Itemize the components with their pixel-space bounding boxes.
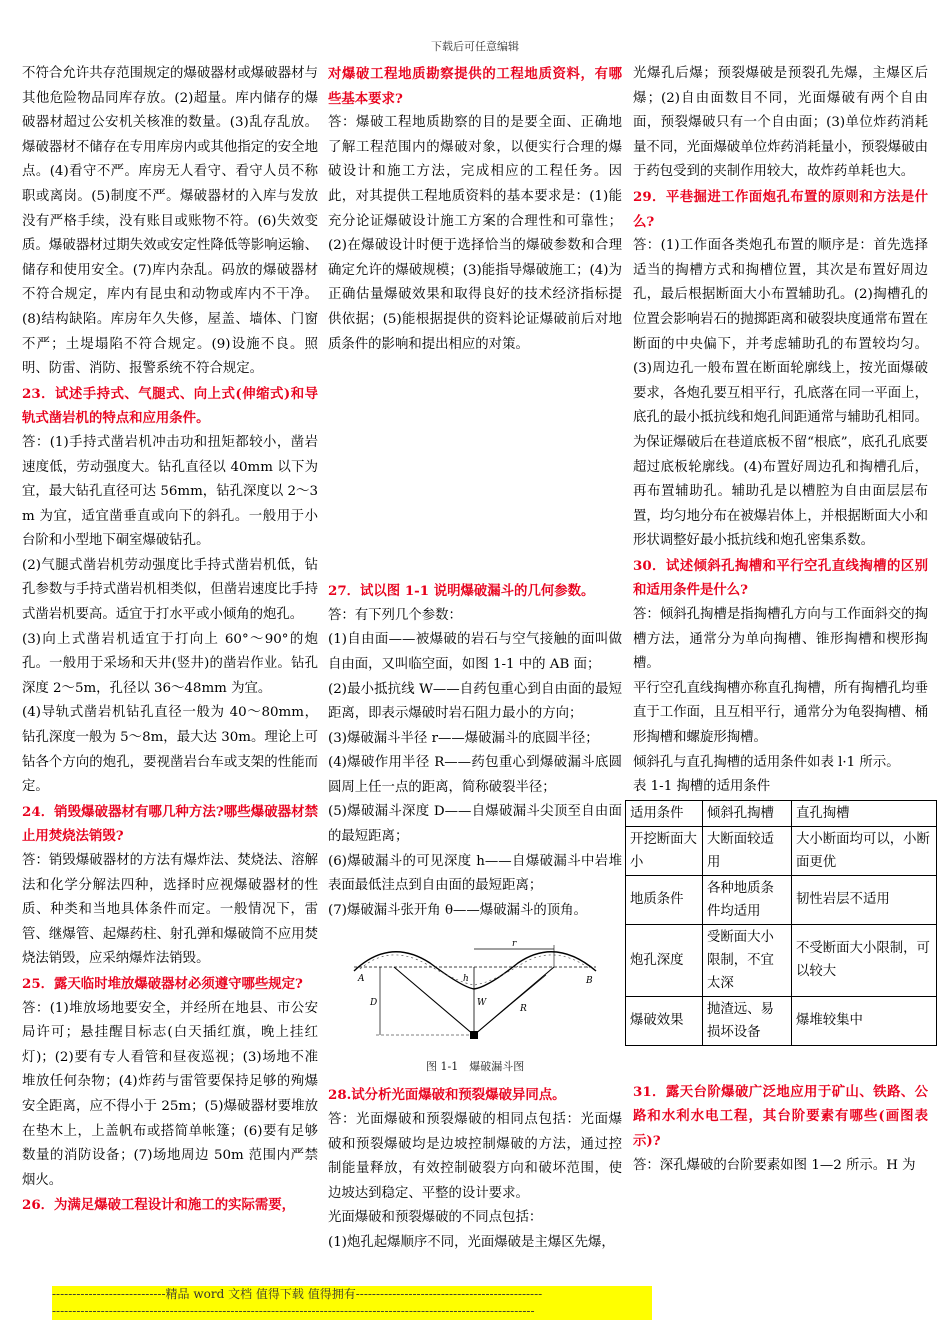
table-cell: 地质条件 xyxy=(626,875,703,924)
figure-caption: 图 1-1 爆破漏斗图 xyxy=(426,1060,525,1074)
column-1 xyxy=(22,62,318,1218)
table-header-cell: 直孔掏槽 xyxy=(792,800,937,826)
answer-24: 答：销毁爆破器材的方法有爆炸法、焚烧法、溶解法和化学分解法四种，选择时应视爆破器材的性质、种类和当地具体条件而定。一般情况下，雷管、继爆管、起爆药柱、射孔弹和爆破筒不应用焚烧法销毁，应采纳爆炸法销毁。 xyxy=(22,853,318,967)
table-title: 表 1-1 掏槽的适用条件 xyxy=(633,779,771,795)
table-row xyxy=(626,875,937,924)
answer-27-1: (1)自由面——被爆破的岩石与空气接触的面叫做自由面，又叫临空面，如图 1-1 中的 AB 面； xyxy=(328,632,622,672)
answer-27-5: (5)爆破漏斗深度 D——自爆破漏斗尖顶至自由面的最短距离； xyxy=(328,804,622,845)
question-24: 24．销毁爆破器材有哪几种方法?哪些爆破器材禁止用焚烧法销毁? xyxy=(22,803,318,845)
table-cell: 大小断面均可以，小断面更优 xyxy=(792,826,937,875)
question-28: 28.试分析光面爆破和预裂爆破异同点。 xyxy=(328,1087,566,1104)
question-25: 25．露天临时堆放爆破器材必须遵守哪些规定? xyxy=(22,975,303,992)
answer-31: 答：深孔爆破的台阶要素如图 1—2 所示。H 为 xyxy=(633,1157,916,1173)
answer-23-4: (4)导轨式凿岩机钻孔直径一般为 40～80mm，钻孔深度一般为 5～8m，最大达 30m。理论上可钻各个方向的炮孔，要视凿岩台车或支架的性能而定。 xyxy=(22,705,318,795)
table-cell: 炮孔深度 xyxy=(626,924,703,996)
label-h: h xyxy=(463,974,469,985)
answer-30-3: 倾斜孔与直孔掏槽的适用条件如表 l·1 所示。 xyxy=(633,754,900,770)
answer-23-1: 答：(1)手持式凿岩机冲击功和扭矩都较小，凿岩速度低，劳动强度大。钻孔直径以 40mm 以下为宜，最大钻孔直径可达 56mm，钻孔深度以 2～3m 为宜，适宜凿垂直或向下的斜孔。一般用于小台阶和小型地下硐室爆破钻孔。 xyxy=(22,434,318,549)
answer-27-2: (2)最小抵抗线 W——自药包重心到自由面的最短距离，即表示爆破时岩石阻力最小的方向； xyxy=(328,681,622,722)
page-header: 下载后可任意编辑 xyxy=(431,40,519,53)
page-footer xyxy=(52,1286,652,1320)
table-cell: 开挖断面大小 xyxy=(626,826,703,875)
label-w: W xyxy=(477,998,487,1009)
label-big-r: R xyxy=(520,1004,527,1015)
column-gap xyxy=(633,1046,928,1080)
column-2 xyxy=(328,62,622,1256)
answer-30-2: 平行空孔直线掏槽亦称直孔掏槽，所有掏槽孔均垂直于工作面，且互相平行，通常分为龟裂掏槽、桶形掏槽和螺旋形掏槽。 xyxy=(633,680,928,746)
answer-27-0: 答：有下列几个参数： xyxy=(328,607,462,623)
table-row xyxy=(626,996,937,1045)
answer-23-2: (2)气腿式凿岩机劳动强度比手持式凿岩机低，钻孔参数与手持式凿岩机相类似，但凿岩速度比手持式凿岩机要高。适宜于打水平或小倾角的炮孔。 xyxy=(22,557,318,623)
table-cell: 大断面较适用 xyxy=(703,826,792,875)
question-29: 29．平巷掘进工作面炮孔布置的原则和方法是什么? xyxy=(633,188,928,230)
table-header-cell: 倾斜孔掏槽 xyxy=(703,800,792,826)
table-cell: 各种地质条件均适用 xyxy=(703,875,792,924)
question-30: 30．试述倾斜孔掏槽和平行空孔直线掏槽的区别和适用条件是什么? xyxy=(633,557,928,599)
footer-line-1: ----------------------------精品 word 文档 值得下载 值得拥有---------------------------------------------- xyxy=(52,1287,543,1301)
table-cell: 爆破效果 xyxy=(626,996,703,1045)
label-r: r xyxy=(512,939,517,950)
answer-28-4: 光爆孔后爆；预裂爆破是预裂孔先爆，主爆区后爆；(2)自由面数目不同，光面爆破有两个自由面，预裂爆破只有一个自由面；(3)单位炸药消耗量不同，光面爆破单位炸药消耗量小，预裂爆破由于药包受到的夹制作用较大，故炸药单耗也大。 xyxy=(633,66,928,180)
label-d: D xyxy=(370,998,378,1009)
answer-27-3: (3)爆破漏斗半径 r——爆破漏斗的底圆半径； xyxy=(328,730,599,746)
table-header-cell: 适用条件 xyxy=(626,800,703,826)
cut-conditions-table xyxy=(625,800,937,1046)
question-26: 26．为满足爆破工程设计和施工的实际需要， xyxy=(22,1197,296,1214)
question-27: 27．试以图 1-1 说明爆破漏斗的几何参数。 xyxy=(328,583,595,600)
answer-28-1: 答：光面爆破和预裂爆破的相同点包括：光面爆破和预裂爆破均是边坡控制爆破的方法，通过控制能量释放，有效控制破裂方向和破坏范围，使边坡达到稳定、平整的设计要求。 xyxy=(328,1112,622,1201)
answer-27-4: (4)爆破作用半径 R——药包重心到爆破漏斗底圆圆周上任一点的距离，简称破裂半径； xyxy=(328,755,622,795)
blasting-crater-figure xyxy=(328,931,622,1079)
paragraph: 不符合允许共存范围规定的爆破器材或爆破器材与其他危险物品同库存放。(2)超量。库内储存的爆破器材超过公安机关核准的数量。(3)乱存乱放。爆破器材不储存在专用库房内或其他指定的安全地点。(4)看守不严。库房无人看守、看守人员不称职或离岗。(5)制度不严。爆破器材的入库与发放没有严格手续，没有账目或账物不符。(6)失效变质。爆破器材过期失效或安定性降低等影响运输、储存和使用安全。(7)库内杂乱。码放的爆破器材不符合规定，库内有昆虫和动物或库内不干净。(8)结构缺陷。库房年久失修，屋盖、墙体、门窗不严；土堤塌陷不符合规定。(9)设施不良。照明、防雷、消防、报警系统不符合规定。 xyxy=(22,66,318,377)
question-23: 23．试述手持式、气腿式、向上式(伸缩式)和导轨式凿岩机的特点和应用条件。 xyxy=(22,385,318,427)
table-cell: 爆堆较集中 xyxy=(792,996,937,1045)
label-b: B xyxy=(586,976,593,987)
table-cell: 抛渣远、易损坏设备 xyxy=(703,996,792,1045)
answer-28-3: (1)炮孔起爆顺序不同，光面爆破是主爆区先爆， xyxy=(328,1235,615,1250)
label-a: A xyxy=(358,974,365,985)
table-row xyxy=(626,826,937,875)
answer-28-2: 光面爆破和预裂爆破的不同点包括： xyxy=(328,1210,543,1226)
answer-23-3: (3)向上式凿岩机适宜于打向上 60°～90°的炮孔。一般用于采场和天井(竖井)的凿岩作业。钻孔深度 2～5m，孔径以 36～48mm 为宜。 xyxy=(22,631,318,696)
answer-29: 答：(1)工作面各类炮孔布置的顺序是：首先选择适当的掏槽方式和掏槽位置，其次是布置好周边孔，最后根据断面大小布置辅助孔。(2)掏槽孔的位置会影响岩石的抛掷距离和破裂块度通常布置在断面的中央偏下，并考虑辅助孔的布置较均匀。(3)周边孔一般布置在断面轮廓线上，按光面爆破要求，各炮孔要互相平行，孔底落在同一平面上，底孔的最小抵抗线和炮孔间距通常与辅助孔相同。为保证爆破后在巷道底板不留“根底”，底孔孔底要超过底板轮廓线。(4)布置好周边孔和掏槽孔后，再布置辅助孔。辅助孔是以槽腔为自由面层层布置，均匀地分布在被爆岩体上，并根据断面大小和形状调整好最小抵抗线和炮孔密集系数。 xyxy=(633,238,928,549)
column-gap xyxy=(328,357,622,579)
answer-27-6: (6)爆破漏斗的可见深度 h——自爆破漏斗中岩堆表面最低洼点到自由面的最短距离； xyxy=(328,853,622,894)
question-26-cont: 对爆破工程地质勘察提供的工程地质资料，有哪些基本要求? xyxy=(328,66,622,107)
answer-30-1: 答：倾斜孔掏槽是指掏槽孔方向与工作面斜交的掏槽方法，通常分为单向掏槽、锥形掏槽和楔形掏槽。 xyxy=(633,607,928,672)
table-row xyxy=(626,924,937,996)
table-cell: 受断面大小限制，不宜太深 xyxy=(703,924,792,996)
table-cell: 韧性岩层不适用 xyxy=(792,875,937,924)
question-31: 31．露天台阶爆破广泛地应用于矿山、铁路、公路和水利水电工程，其台阶要素有哪些(画图表示)? xyxy=(633,1083,928,1149)
answer-27-7: (7)爆破漏斗张开角 θ——爆破漏斗的顶角。 xyxy=(328,902,587,918)
answer-25: 答：(1)堆放场地要安全，并经所在地县、市公安局许可；悬挂醒目标志(白天插红旗，晚上挂红灯)；(2)要有专人看管和昼夜巡视；(3)场地不准堆放任何杂物；(4)炸药与雷管要保持足够的殉爆安全距离，应不得小于 25m；(5)爆破器材要堆放在垫木上，上盖帆布或搭简单帐篷；(6)要有足够数量的消防设备；(7)场地周边 50m 范围内严禁烟火。 xyxy=(22,1000,318,1188)
crater-diagram xyxy=(350,931,600,1053)
column-3 xyxy=(630,62,930,1178)
footer-line-2: ----------------------------------------------------------------------------------------------------------------------- xyxy=(52,1304,535,1318)
table-cell: 不受断面大小限制，可以较大 xyxy=(792,924,937,996)
table-row xyxy=(626,800,937,826)
answer-26: 答：爆破工程地质勘察的目的是要全面、正确地了解工程范围内的爆破对象，以便实行合理的爆破设计和施工方法，完成相应的工程任务。因此，对其提供工程地质资料的基本要求是：(1)能充分论证爆破设计施工方案的合理性和可靠性；(2)在爆破设计时便于选择恰当的爆破参数和合理确定允许的爆破规模；(3)能指导爆破施工；(4)为正确估量爆破效果和取得良好的技术经济指标提供依据；(5)能根据提供的资料论证爆破前后对地质条件的影响和提出相应的对策。 xyxy=(328,115,622,352)
